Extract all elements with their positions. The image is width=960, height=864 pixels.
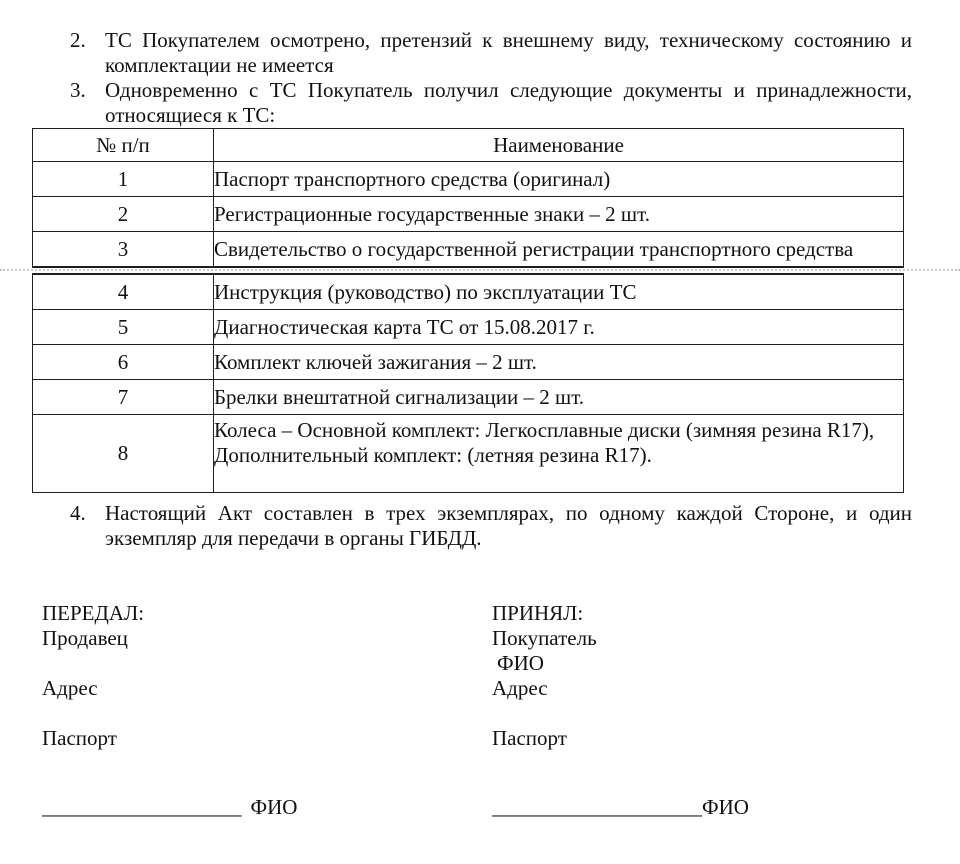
transferor-address-label: Адрес	[42, 676, 98, 700]
row-name-cell: Колеса – Основной комплект: Легкосплавные диски (зимняя резина R17), Дополнительный комплект: (летняя резина R17).	[214, 415, 904, 493]
row-name-cell: Диагностическая карта ТС от 15.08.2017 г.	[214, 310, 904, 345]
page-break	[0, 268, 960, 273]
row-number-cell: 3	[33, 232, 214, 268]
table-header-num: № п/п	[33, 129, 214, 162]
table-header-row	[33, 129, 904, 162]
spacer	[42, 701, 492, 726]
transferor-passport-label: Паспорт	[42, 726, 117, 750]
signature-line: ____________________	[492, 795, 702, 819]
table-header-name: Наименование	[214, 129, 904, 162]
receiver-signature	[492, 795, 960, 820]
transferor-signature	[42, 795, 492, 820]
transferor-title: ПЕРЕДАЛ:	[42, 601, 145, 625]
spacer	[42, 651, 492, 676]
list-item-3	[70, 78, 912, 128]
row-name-cell: Регистрационные государственные знаки – 2 шт.	[214, 197, 904, 232]
transferor-party-label: Продавец	[42, 626, 128, 650]
table-row	[33, 380, 904, 415]
signature-fio-label: ФИО	[250, 795, 298, 819]
row-name-cell: Брелки внештатной сигнализации – 2 шт.	[214, 380, 904, 415]
list-item-marker: 2.	[70, 28, 86, 52]
receiver-fio-label: ФИО	[497, 651, 544, 675]
transferor-column	[42, 601, 492, 751]
table-row	[33, 232, 904, 268]
receiver-title: ПРИНЯЛ:	[492, 601, 584, 625]
documents-table-part1	[32, 128, 904, 268]
table-row	[33, 345, 904, 380]
row-number-cell: 4	[33, 274, 214, 310]
row-name-cell: Свидетельство о государственной регистрации транспортного средства	[214, 232, 904, 268]
row-number-cell: 1	[33, 162, 214, 197]
table-row	[33, 162, 904, 197]
row-number-cell: 8	[33, 415, 214, 493]
receiver-address-label: Адрес	[492, 676, 548, 700]
table-row	[33, 415, 904, 493]
row-name-cell: Комплект ключей зажигания – 2 шт.	[214, 345, 904, 380]
table-row	[33, 274, 904, 310]
row-name-cell: Паспорт транспортного средства (оригинал)	[214, 162, 904, 197]
spacer	[492, 701, 960, 726]
documents-table-part2	[32, 273, 904, 493]
row-number-cell: 6	[33, 345, 214, 380]
receiver-column	[492, 601, 960, 751]
list-item-text: Настоящий Акт составлен в трех экземплярах, по одному каждой Стороне, и один экземпляр для передачи в органы ГИБДД.	[105, 501, 912, 550]
signature-line: ___________________	[42, 795, 242, 819]
receiver-passport-label: Паспорт	[492, 726, 567, 750]
row-number-cell: 5	[33, 310, 214, 345]
list-item-text: ТС Покупателем осмотрено, претензий к внешнему виду, техническому состоянию и комплектации не имеется	[105, 28, 912, 77]
table-row	[33, 310, 904, 345]
list-item-marker: 4.	[70, 501, 86, 525]
list-item-text: Одновременно с ТС Покупатель получил следующие документы и принадлежности, относящиеся к ТС:	[105, 78, 912, 127]
row-name-cell: Инструкция (руководство) по эксплуатации ТС	[214, 274, 904, 310]
row-number-cell: 2	[33, 197, 214, 232]
list-item-4	[70, 501, 912, 551]
page-break-dotted-line	[0, 269, 960, 271]
table-row	[33, 197, 904, 232]
signature-fio-label: ФИО	[702, 795, 749, 819]
list-item-marker: 3.	[70, 78, 86, 102]
signatures-row	[42, 795, 960, 820]
handover-section	[42, 601, 960, 751]
list-item-2	[70, 28, 912, 78]
receiver-party-label: Покупатель	[492, 626, 597, 650]
row-number-cell: 7	[33, 380, 214, 415]
